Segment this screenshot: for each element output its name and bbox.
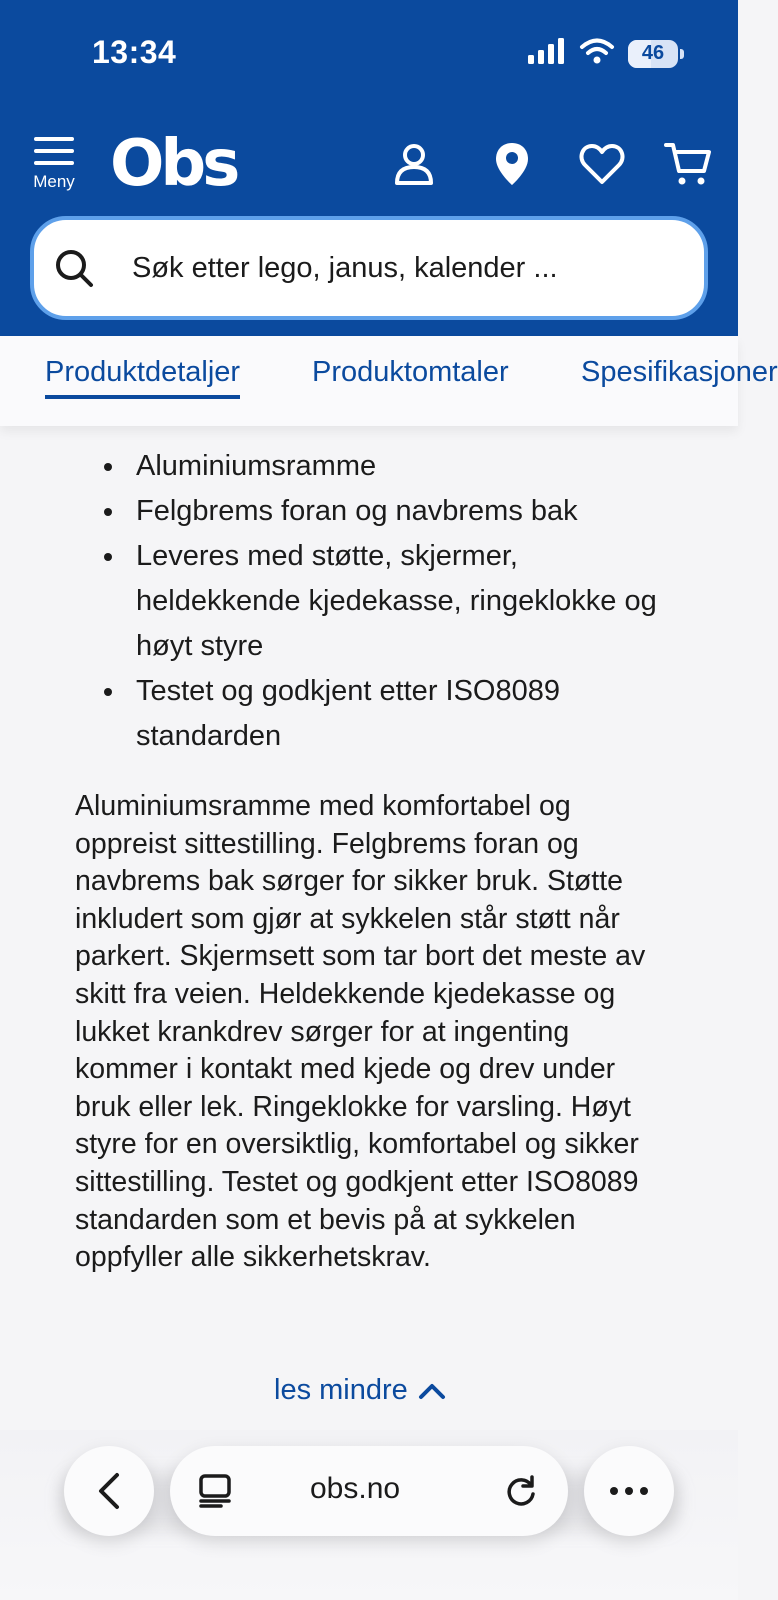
- browser-back-button[interactable]: [64, 1446, 154, 1536]
- heart-icon: [579, 143, 625, 185]
- product-description: Aluminiumsramme med komfortabel og oppreist sittestilling. Felgbrems foran og navbrems bak sørger for sikker bruk. Støtte inkludert som gjør at sykkelen står støtt når parkert. Skjermsett som tar bort det meste av skitt fra veien. Heldekkende kjedekasse og lukket krankdrev sørger for at ingenting kommer i kontakt med kjede og drev under bruk eller lek. Ringeklokke for varsling. Høyt styre for en oversiktlig, komfortabel og sikker sittestilling. Testet og godkjent etter ISO8089 standarden som et bevis på at sykkelen oppfyller alle sikkerhetskrav.: [75, 790, 646, 1274]
- battery-tip: [680, 49, 684, 59]
- reload-icon: [504, 1474, 538, 1508]
- chevron-up-icon: [418, 1382, 446, 1400]
- search-icon: [54, 248, 94, 288]
- reload-button[interactable]: [498, 1468, 544, 1514]
- search-bar[interactable]: [30, 216, 708, 320]
- chevron-left-icon: [97, 1472, 121, 1510]
- list-item: Felgbrems foran og navbrems bak: [100, 489, 680, 534]
- product-tabs: [0, 336, 778, 426]
- list-item: Leveres med støtte, skjermer, heldekkende kjedekasse, ringeklokke og høyt styre: [100, 534, 680, 669]
- status-icons: [528, 38, 678, 69]
- read-less-link[interactable]: [274, 1374, 446, 1407]
- user-icon: [394, 143, 434, 185]
- tab-product-details[interactable]: Produktdetaljer: [45, 356, 241, 388]
- cart-button[interactable]: [662, 138, 714, 190]
- battery-indicator: [628, 40, 678, 68]
- reader-icon: [199, 1474, 231, 1508]
- address-bar[interactable]: [170, 1446, 568, 1536]
- search-input[interactable]: [132, 244, 672, 292]
- hamburger-icon: [34, 136, 74, 166]
- wifi-icon: [580, 38, 614, 69]
- cart-icon: [664, 141, 712, 187]
- favorites-button[interactable]: [576, 138, 628, 190]
- tab-specifications[interactable]: Spesifikasjoner: [581, 356, 778, 388]
- cellular-signal-icon: [528, 38, 566, 69]
- store-locator-button[interactable]: [486, 138, 538, 190]
- browser-more-button[interactable]: [584, 1446, 674, 1536]
- battery-level-text: 46: [641, 42, 665, 64]
- list-item: Aluminiumsramme: [100, 444, 680, 489]
- tab-product-reviews[interactable]: Produktomtaler: [312, 356, 509, 388]
- reader-view-button[interactable]: [192, 1468, 238, 1514]
- more-icon: [609, 1486, 649, 1496]
- location-pin-icon: [494, 141, 530, 187]
- list-item: Testet og godkjent etter ISO8089 standarden: [100, 669, 680, 759]
- account-button[interactable]: [388, 138, 440, 190]
- read-less-label: les mindre: [274, 1374, 408, 1406]
- obs-logo[interactable]: Obs: [110, 127, 237, 201]
- feature-list: [100, 444, 680, 759]
- url-text: obs.no: [310, 1472, 401, 1505]
- site-header: [0, 0, 738, 336]
- menu-label: Meny: [33, 172, 75, 191]
- menu-button[interactable]: [24, 136, 84, 202]
- status-time: 13:34: [92, 34, 177, 70]
